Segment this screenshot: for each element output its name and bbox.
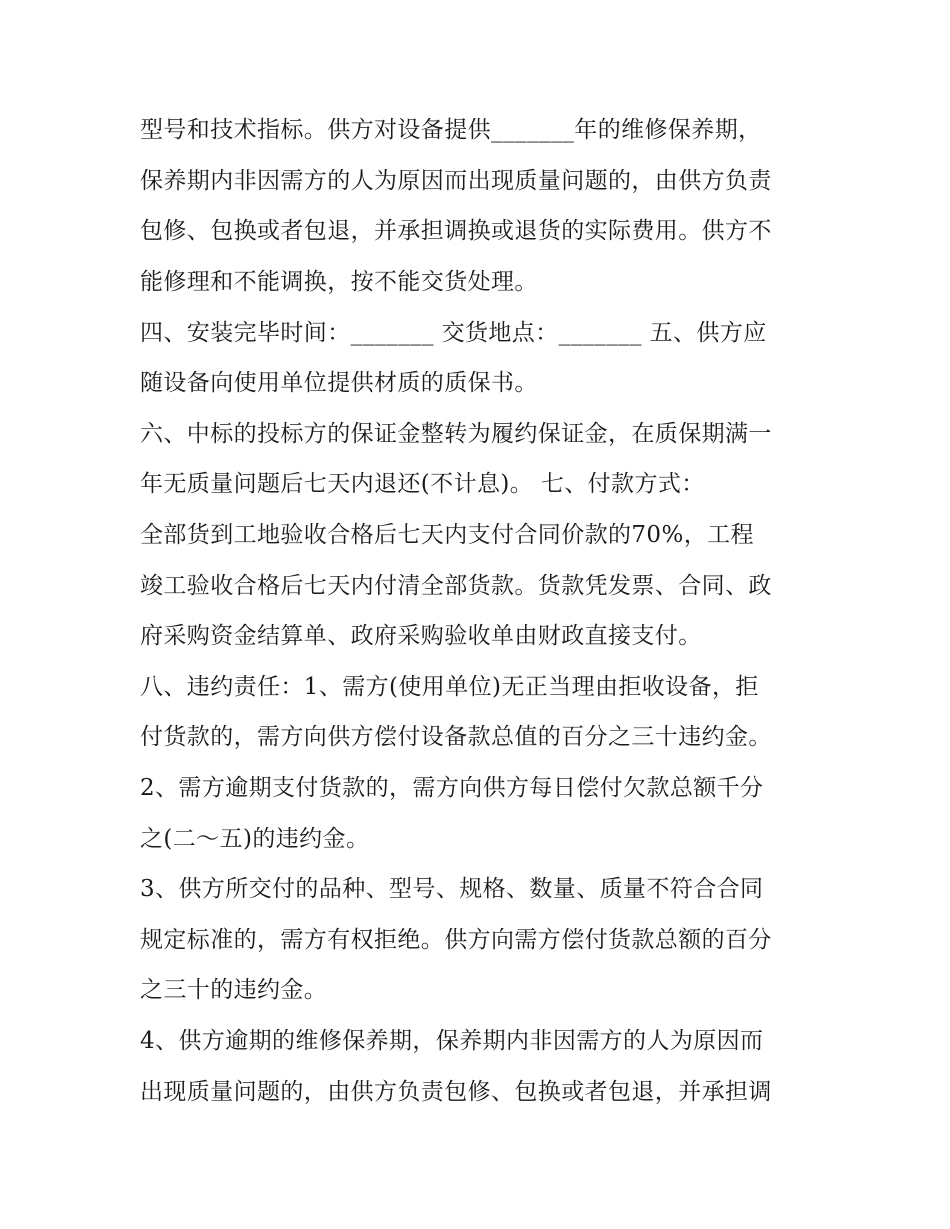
text-line: 年无质量问题后七天内退还(不计息)。 七、付款方式： — [140, 471, 705, 497]
text-line: 竣工验收合格后七天内付清全部货款。货款凭发票、合同、政 — [140, 573, 772, 599]
text-line: 付货款的，需方向供方偿付设备款总值的百分之三十违约金。 — [140, 724, 772, 750]
text-line: 包修、包换或者包退，并承担调换或退货的实际费用。供方不 — [140, 218, 772, 244]
text-line: 3、供方所交付的品种、型号、规格、数量、质量不符合合同 — [140, 876, 764, 902]
text-line: 型号和技术指标。供方对设备提供_______年的维修保养期， — [140, 117, 762, 143]
text-line: 能修理和不能调换，按不能交货处理。 — [140, 269, 538, 295]
text-line: 之三十的违约金。 — [140, 977, 328, 1003]
text-line: 八、违约责任：1、需方(使用单位)无正当理由拒收设备，拒 — [140, 674, 759, 700]
text-line: 规定标准的，需方有权拒绝。供方向需方偿付货款总额的百分 — [140, 927, 772, 953]
text-line: 保养期内非因需方的人为原因而出现质量问题的，由供方负责 — [140, 168, 772, 194]
text-line: 府采购资金结算单、政府采购验收单由财政直接支付。 — [140, 623, 702, 649]
text-line: 四、安装完毕时间：_______ 交货地点：_______ 五、供方应 — [140, 320, 767, 346]
text-line: 六、中标的投标方的保证金整转为履约保证金，在质保期满一 — [140, 421, 772, 447]
text-line: 4、供方逾期的维修保养期，保养期内非因需方的人为原因而 — [140, 1028, 764, 1054]
text-line: 全部货到工地验收合格后七天内支付合同价款的70%，工程 — [140, 522, 754, 548]
text-line: 之(二～五)的违约金。 — [140, 826, 370, 852]
text-line: 出现质量问题的，由供方负责包修、包换或者包退，并承担调 — [140, 1079, 772, 1105]
text-line: 随设备向使用单位提供材质的质保书。 — [140, 370, 538, 396]
text-line: 2、需方逾期支付货款的，需方向供方每日偿付欠款总额千分 — [140, 775, 764, 801]
